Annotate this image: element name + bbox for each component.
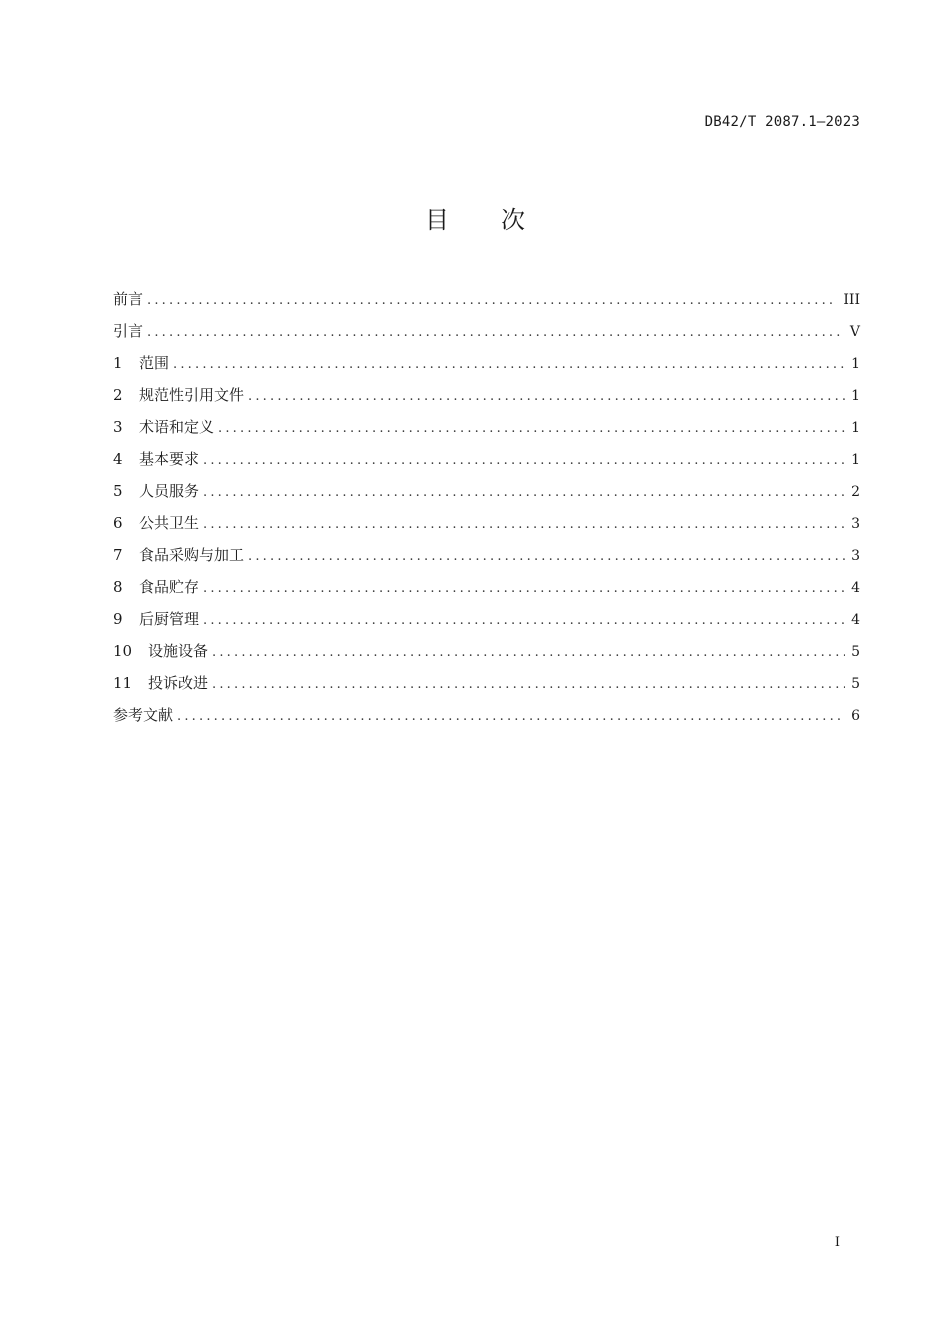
page-number: I xyxy=(834,1235,840,1250)
toc-entry-page: 1 xyxy=(851,452,860,468)
toc-entry-8[interactable] xyxy=(113,575,860,607)
toc-entry-number: 6 xyxy=(113,514,123,532)
toc-entry-label: 术语和定义 xyxy=(139,418,215,436)
toc-entry-11[interactable] xyxy=(113,671,860,703)
toc-entry-page: 5 xyxy=(851,676,860,692)
toc-entry-page: 1 xyxy=(851,356,860,372)
toc-entry-1[interactable] xyxy=(113,351,860,383)
toc-entry-number: 5 xyxy=(113,482,123,500)
toc-dot-leader xyxy=(203,609,845,633)
toc-entry-10[interactable] xyxy=(113,639,860,671)
toc-entry-page: 3 xyxy=(851,548,860,564)
toc-entry-page: 1 xyxy=(851,388,860,404)
toc-dot-leader xyxy=(147,321,844,345)
toc-entry-label: 人员服务 xyxy=(139,482,200,500)
toc-entry-number: 11 xyxy=(113,674,133,692)
toc-entry-page: 5 xyxy=(851,644,860,660)
toc-entry-page: III xyxy=(843,292,860,308)
toc-dot-leader xyxy=(248,385,845,409)
toc-entry-number: 10 xyxy=(113,642,133,660)
toc-dot-leader xyxy=(212,673,845,697)
toc-entry-7[interactable] xyxy=(113,543,860,575)
toc-entry-page: 1 xyxy=(851,420,860,436)
table-of-contents xyxy=(113,287,860,735)
toc-entry-page: 6 xyxy=(851,708,860,724)
toc-dot-leader xyxy=(147,289,837,313)
title-char-2: 次 xyxy=(501,206,525,234)
toc-entry-page: 4 xyxy=(851,580,860,596)
toc-entry-3[interactable] xyxy=(113,415,860,447)
toc-entry-foreword[interactable] xyxy=(113,287,860,319)
toc-dot-leader xyxy=(203,513,845,537)
toc-dot-leader xyxy=(218,417,845,441)
toc-entry-page: 2 xyxy=(851,484,860,500)
toc-entry-label: 后厨管理 xyxy=(139,610,200,628)
toc-dot-leader xyxy=(248,545,845,569)
toc-entry-number: 9 xyxy=(113,610,123,628)
toc-dot-leader xyxy=(177,705,845,729)
toc-entry-number: 2 xyxy=(113,386,123,404)
toc-entry-2[interactable] xyxy=(113,383,860,415)
toc-dot-leader xyxy=(203,481,845,505)
toc-entry-introduction[interactable] xyxy=(113,319,860,351)
toc-entry-9[interactable] xyxy=(113,607,860,639)
toc-entry-5[interactable] xyxy=(113,479,860,511)
toc-dot-leader xyxy=(212,641,845,665)
page-title xyxy=(0,200,950,235)
toc-entry-4[interactable] xyxy=(113,447,860,479)
toc-dot-leader xyxy=(203,577,845,601)
toc-entry-label: 规范性引用文件 xyxy=(139,386,245,404)
toc-entry-label: 前言 xyxy=(113,290,144,308)
toc-entry-number: 7 xyxy=(113,546,123,564)
toc-entry-label: 范围 xyxy=(139,354,170,372)
toc-entry-page: 3 xyxy=(851,516,860,532)
toc-dot-leader xyxy=(203,449,845,473)
document-code: DB42/T 2087.1—2023 xyxy=(704,114,860,130)
toc-entry-page: 4 xyxy=(851,612,860,628)
toc-entry-label: 设施设备 xyxy=(148,642,209,660)
toc-entry-number: 4 xyxy=(113,450,123,468)
toc-entry-page: V xyxy=(849,324,860,340)
toc-entry-label: 参考文献 xyxy=(113,706,174,724)
toc-entry-number: 8 xyxy=(113,578,123,596)
toc-entry-label: 食品采购与加工 xyxy=(139,546,245,564)
toc-entry-number: 1 xyxy=(113,354,123,372)
toc-entry-label: 投诉改进 xyxy=(148,674,209,692)
toc-entry-label: 食品贮存 xyxy=(139,578,200,596)
toc-entry-label: 引言 xyxy=(113,322,144,340)
toc-entry-6[interactable] xyxy=(113,511,860,543)
toc-entry-label: 公共卫生 xyxy=(139,514,200,532)
toc-entry-bibliography[interactable] xyxy=(113,703,860,735)
title-char-1: 目 xyxy=(425,206,449,234)
toc-entry-number: 3 xyxy=(113,418,123,436)
toc-entry-label: 基本要求 xyxy=(139,450,200,468)
toc-dot-leader xyxy=(173,353,845,377)
